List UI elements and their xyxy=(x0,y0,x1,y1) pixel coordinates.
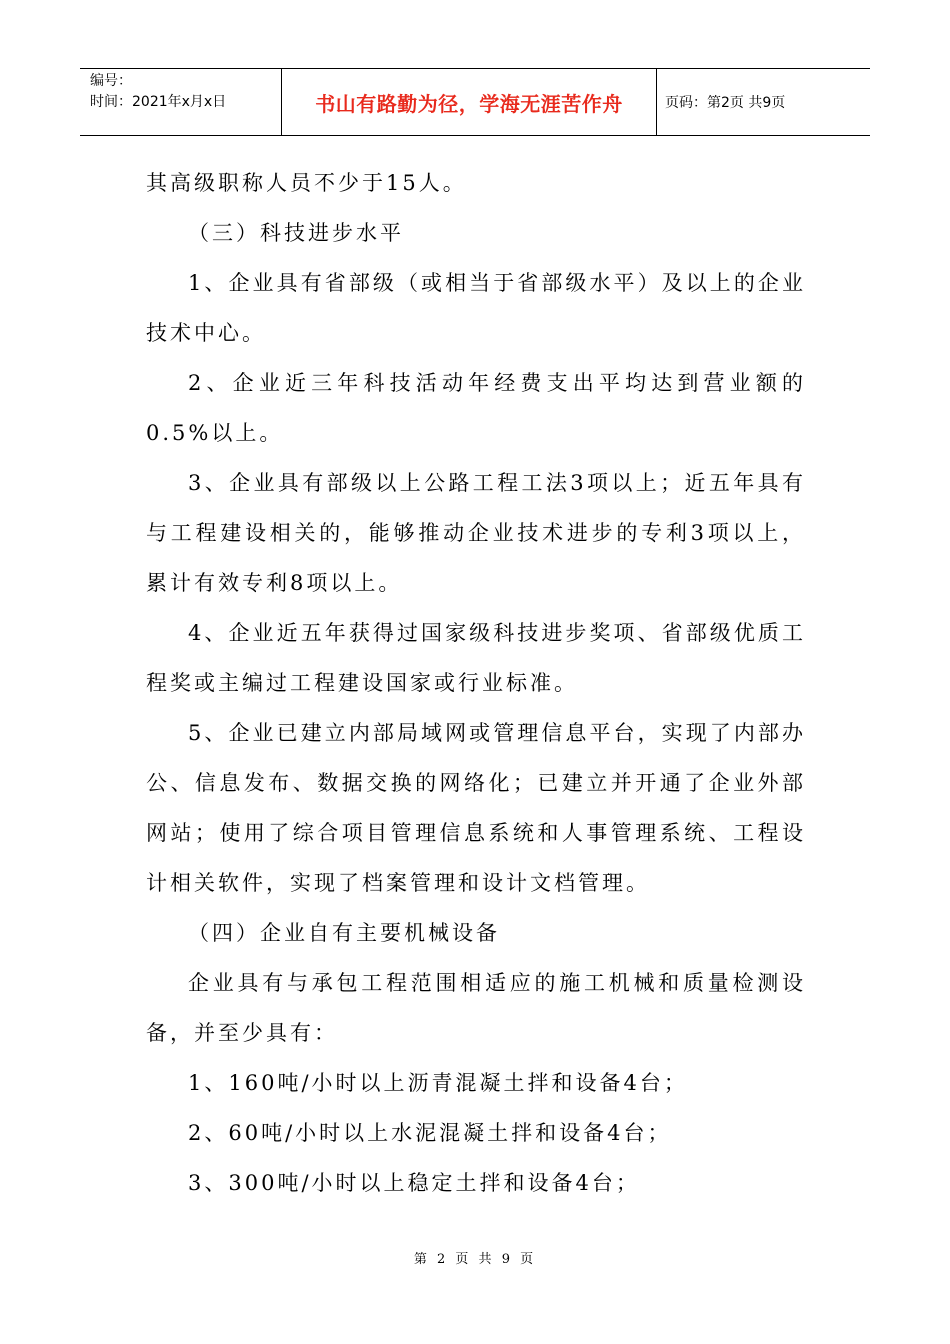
date-line: 时间：2021年x月x日 xyxy=(90,94,227,110)
body-text xyxy=(146,158,806,1208)
section-heading: （四）企业自有主要机械设备 xyxy=(188,921,500,945)
page-footer: 第 2 页 共 9 页 xyxy=(413,1252,537,1267)
list-item: 3、300吨/小时以上稳定土拌和设备4台； xyxy=(188,1171,640,1195)
paragraph: 1、企业具有省部级（或相当于省部级水平）及以上的企业技术中心。 xyxy=(146,271,806,345)
section-heading: （三）科技进步水平 xyxy=(188,221,404,245)
list-item: 2、60吨/小时以上水泥混凝土拌和设备4台； xyxy=(188,1121,672,1145)
serial-label: 编号： xyxy=(90,73,132,89)
list-item: 1、160吨/小时以上沥青混凝土拌和设备4台； xyxy=(188,1071,688,1095)
header-page-info: 页码：第2页 共9页 xyxy=(665,95,786,111)
header-motto: 书山有路勤为径，学海无涯苦作舟 xyxy=(282,69,657,135)
paragraph: 5、企业已建立内部局域网或管理信息平台，实现了内部办公、信息发布、数据交换的网络化；已建立并开通了企业外部网站；使用了综合项目管理信息系统和人事管理系统、工程设计相关软件，实现了档案管理和设计文档管理。 xyxy=(146,721,806,895)
paragraph: 企业具有与承包工程范围相适应的施工机械和质量检测设备，并至少具有： xyxy=(146,971,806,1045)
page-header xyxy=(80,68,870,136)
paragraph: 其高级职称人员不少于15人。 xyxy=(146,171,467,195)
header-meta xyxy=(80,69,282,135)
paragraph: 4、企业近五年获得过国家级科技进步奖项、省部级优质工程奖或主编过工程建设国家或行业标准。 xyxy=(146,621,806,695)
paragraph: 2、企业近三年科技活动年经费支出平均达到营业额的0.5%以上。 xyxy=(146,371,806,445)
paragraph: 3、企业具有部级以上公路工程工法3项以上；近五年具有与工程建设相关的，能够推动企业技术进步的专利3项以上，累计有效专利8项以上。 xyxy=(146,471,806,595)
